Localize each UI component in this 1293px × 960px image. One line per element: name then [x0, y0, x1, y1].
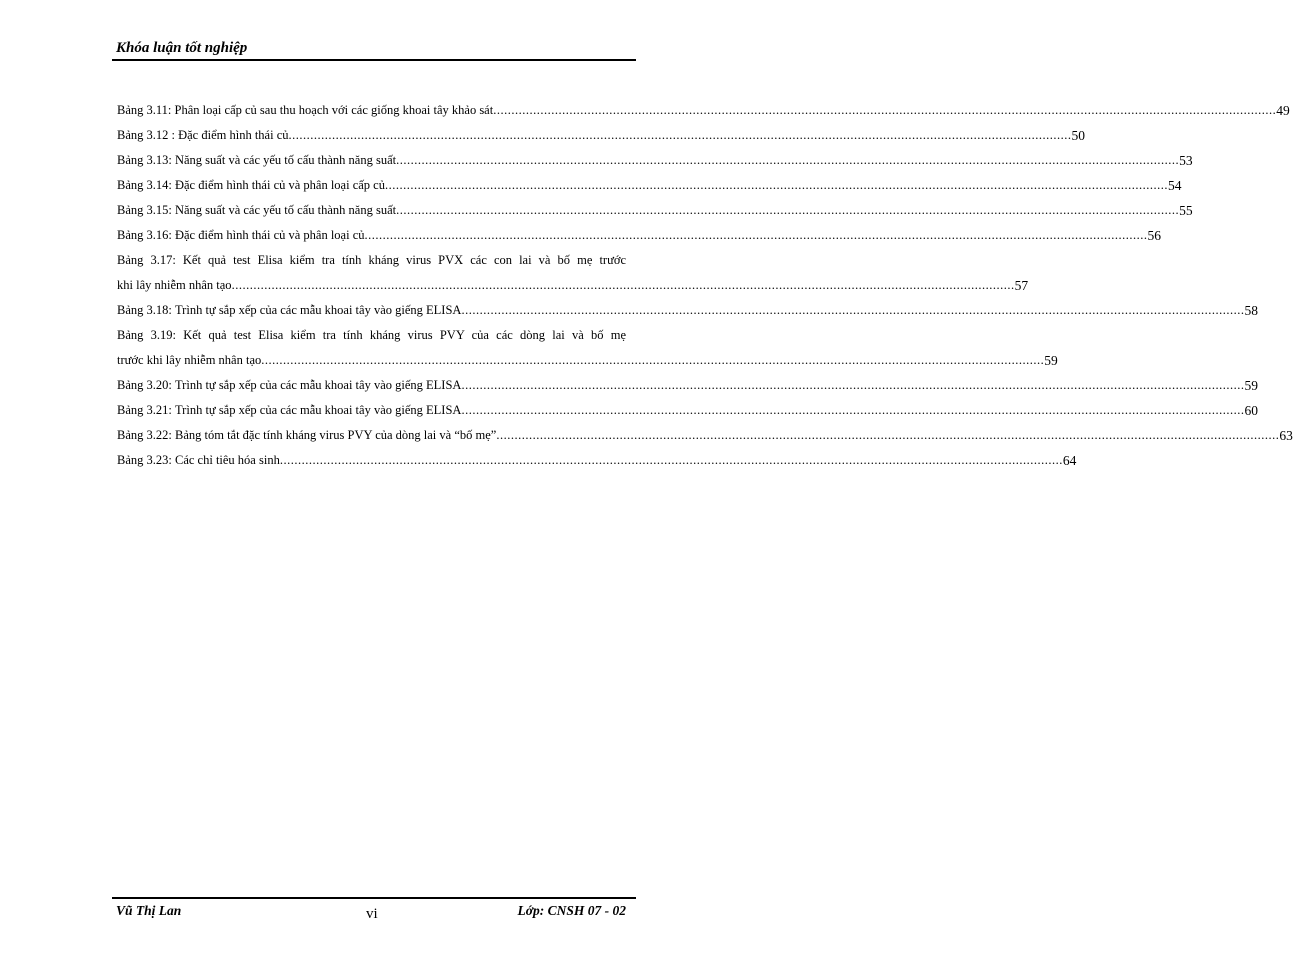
toc-leader — [461, 398, 1244, 423]
toc-page: 54 — [1167, 178, 1182, 193]
toc-page: 55 — [1179, 203, 1193, 218]
toc-leader — [461, 373, 1244, 398]
toc-entry-3-16[interactable] — [117, 223, 1162, 248]
toc-entry-3-15[interactable] — [117, 198, 1193, 223]
toc-title: Năng suất và các yếu tố cấu thành năng suất — [174, 203, 397, 217]
footer-page-number: vi — [366, 906, 378, 922]
toc-leader — [232, 273, 1015, 298]
toc-entry-3-21[interactable] — [117, 398, 1258, 423]
toc-entry-3-11[interactable] — [117, 98, 1290, 123]
footer-class: Lớp: CNSH 07 - 02 — [517, 903, 626, 918]
toc-title: Trình tự sắp xếp của các mẫu khoai tây vào giếng ELISA — [174, 303, 462, 317]
toc-leader — [496, 423, 1279, 448]
toc-label: Bảng 3.19: — [117, 328, 176, 342]
toc-label: Bảng 3.21: — [117, 403, 172, 417]
toc-entry-3-13[interactable] — [117, 148, 1193, 173]
toc-title: Bảng tóm tắt đặc tính kháng virus PVY của dòng lai và “bố mẹ” — [174, 428, 497, 442]
toc-page: 60 — [1244, 403, 1258, 418]
toc-label: Bảng 3.11: — [117, 103, 172, 117]
toc-label: Bảng 3.22: — [117, 428, 172, 442]
toc-page: 63 — [1279, 428, 1293, 443]
toc-title-line1 — [117, 248, 626, 273]
toc-title: Trình tự sắp xếp của các mẫu khoai tây vào giếng ELISA — [174, 378, 462, 392]
toc-leader — [280, 448, 1063, 473]
toc-page: 56 — [1147, 228, 1162, 243]
toc-label: Bảng 3.12 : — [117, 128, 175, 142]
toc-leader — [493, 98, 1276, 123]
header-rule — [112, 59, 636, 61]
toc-leader — [261, 348, 1044, 373]
toc-entry-3-12[interactable] — [117, 123, 1085, 148]
toc-title-line1 — [117, 323, 626, 348]
toc-label: Bảng 3.15: — [117, 203, 172, 217]
toc-page: 57 — [1014, 278, 1029, 293]
toc-leader — [396, 148, 1179, 173]
toc-page: 50 — [1071, 128, 1085, 143]
footer-author: Vũ Thị Lan — [116, 903, 182, 918]
toc-page: 53 — [1179, 153, 1193, 168]
toc-page: 58 — [1244, 303, 1258, 318]
toc-entry-3-23[interactable] — [117, 448, 1077, 473]
toc-entry-3-18[interactable] — [117, 298, 1258, 323]
toc-entry-3-14[interactable] — [117, 173, 1182, 198]
toc-label: Bảng 3.18: — [117, 303, 172, 317]
toc-title: Trình tự sắp xếp của các mẫu khoai tây vào giếng ELISA — [174, 403, 462, 417]
toc-page: 64 — [1062, 453, 1077, 468]
table-of-contents — [117, 98, 1293, 473]
toc-label: Bảng 3.13: — [117, 153, 172, 167]
toc-label: Bảng 3.17: — [117, 253, 176, 267]
toc-label: Bảng 3.23: — [117, 453, 172, 467]
toc-title: Kết quả test Elisa kiểm tra tính kháng virus PVX các con lai và bố mẹ trước — [182, 253, 627, 267]
toc-title: Đặc điểm hình thái củ và phân loại cấp củ — [174, 178, 385, 192]
toc-title: Kết quả test Elisa kiểm tra tính kháng virus PVY của các dòng lai và bố mẹ — [183, 328, 627, 342]
toc-page: 59 — [1244, 378, 1258, 393]
toc-entry-3-20[interactable] — [117, 373, 1258, 398]
toc-title: Đặc điểm hình thái củ và phân loại củ — [174, 228, 365, 242]
toc-label: Bảng 3.20: — [117, 378, 172, 392]
toc-title: Phân loại cấp củ sau thu hoạch với các giống khoai tây khảo sát — [174, 103, 494, 117]
toc-leader — [385, 173, 1168, 198]
header-title: Khóa luận tốt nghiệp — [116, 40, 248, 56]
toc-leader — [289, 123, 1072, 148]
toc-title: Năng suất và các yếu tố cấu thành năng suất — [174, 153, 397, 167]
toc-title: Đặc điểm hình thái củ — [178, 128, 289, 142]
toc-entry-3-17[interactable] — [117, 248, 1029, 298]
toc-entry-3-19[interactable] — [117, 323, 1058, 373]
toc-leader — [461, 298, 1244, 323]
toc-label: Bảng 3.16: — [117, 228, 172, 242]
toc-title-line2: trước khi lây nhiễm nhân tạo — [117, 353, 262, 367]
toc-label: Bảng 3.14: — [117, 178, 172, 192]
toc-leader — [365, 223, 1148, 248]
footer-rule — [112, 897, 636, 899]
toc-page: 59 — [1044, 353, 1058, 368]
toc-page: 49 — [1276, 103, 1290, 118]
toc-leader — [396, 198, 1179, 223]
toc-title-line2: khi lây nhiễm nhân tạo — [117, 278, 232, 292]
toc-title: Các chỉ tiêu hóa sinh — [174, 453, 280, 467]
toc-entry-3-22[interactable] — [117, 423, 1293, 448]
